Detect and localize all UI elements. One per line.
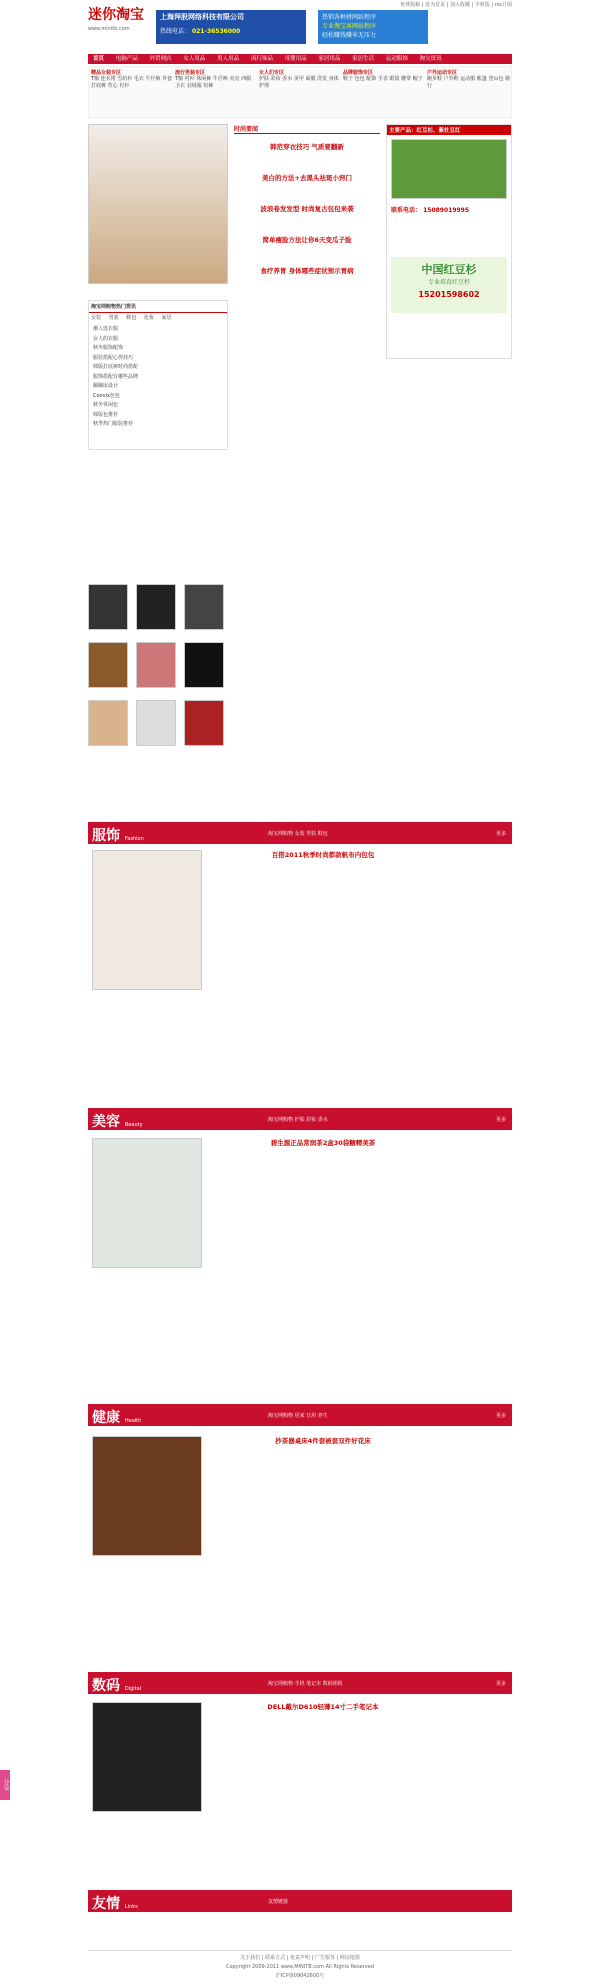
subnav-link[interactable]: 牛仔裤 xyxy=(212,76,228,82)
subnav-group xyxy=(343,69,425,83)
subnav-link[interactable]: 户外鞋 xyxy=(443,76,459,82)
company-banner[interactable] xyxy=(156,10,306,44)
subnav-link[interactable]: 帽子 xyxy=(412,76,423,82)
subnav-grid xyxy=(88,66,512,118)
more-link[interactable]: 更多 xyxy=(495,1117,506,1123)
promo-brand-sub: 专业培育红豆杉 xyxy=(427,279,470,286)
list-item[interactable]: 韩版打底裤时尚搭配 xyxy=(93,364,139,370)
promo-phone: 15089019995 xyxy=(423,207,470,214)
list-item[interactable]: 蹦蹦床设计 xyxy=(93,383,119,389)
footer-copyright: Copyright 2009-2011 www.MINITB.com All Rights Reserved xyxy=(225,1964,375,1970)
section-tabs[interactable]: 友情链接 xyxy=(268,1899,289,1905)
subnav-link[interactable]: 外套 xyxy=(162,76,173,82)
subnav-group xyxy=(175,69,257,90)
subnav-link[interactable]: 运动服 xyxy=(460,76,476,82)
subnav-link[interactable]: 连衣裙 xyxy=(100,76,116,82)
company-name: 上海拜股网络科技有限公司 xyxy=(160,13,244,21)
section-headline[interactable]: 碧生源正品常润茶2盒30袋糖精美茶 xyxy=(270,1139,376,1147)
subnav-group-title[interactable]: 流行男装专区 xyxy=(175,70,206,76)
section-tabs[interactable]: 淘宝网购物 居家 日用 养生 xyxy=(268,1413,328,1419)
product-grid xyxy=(88,584,228,814)
news-headline[interactable]: 食疗养胃 身体哪些症状预示胃病 xyxy=(260,267,354,275)
nav-item-women[interactable]: 女人用品 xyxy=(183,56,206,62)
product-thumb[interactable] xyxy=(88,584,128,630)
section-logo: 数码 xyxy=(92,1678,120,1694)
list-item[interactable]: Coovix包包 xyxy=(93,392,120,399)
subnav-link[interactable]: 香水 xyxy=(282,76,293,82)
section-headline[interactable]: 抄茶器桌床4件套被套双件好花床 xyxy=(275,1437,371,1445)
news-headline[interactable]: 美白的方法+去黑头祛斑小窍门 xyxy=(262,174,352,182)
nav-item-living[interactable]: 家居生活 xyxy=(352,56,375,62)
subnav-link[interactable]: 背心 xyxy=(107,83,118,89)
header xyxy=(88,0,512,46)
subnav-link[interactable]: 护肤 xyxy=(259,76,270,82)
promo-box[interactable] xyxy=(386,124,512,359)
subnav-link[interactable]: 衬衫 xyxy=(184,76,195,82)
subnav-link[interactable]: 眼镜 xyxy=(389,76,400,82)
main-nav xyxy=(88,54,512,64)
nav-item-jewelry[interactable]: 流行饰品 xyxy=(250,56,273,62)
subnav-link[interactable]: 美甲 xyxy=(293,76,304,82)
footer-link[interactable]: 广告服务 xyxy=(314,1955,335,1961)
nav-item-home[interactable]: 首页 xyxy=(93,56,105,62)
footer-link[interactable]: 联系方式 xyxy=(265,1955,286,1961)
product-thumb[interactable] xyxy=(88,700,128,746)
subnav-group xyxy=(427,69,511,90)
footer-link[interactable]: 网站地图 xyxy=(339,1955,360,1961)
hot-news-box xyxy=(88,300,228,450)
subnav-link[interactable]: 卫衣 xyxy=(175,83,186,89)
subnav-link[interactable]: 打底裤 xyxy=(91,83,107,89)
footer-icp: 沪ICP备09042600号 xyxy=(275,1973,325,1979)
section-logo: 美容 xyxy=(92,1114,120,1130)
section-tabs[interactable]: 淘宝网购物 女装 男装 鞋包 xyxy=(268,831,328,837)
top-link-rss[interactable]: rss订阅 xyxy=(494,2,512,8)
subnav-link[interactable]: 帐篷 xyxy=(476,76,487,82)
subnav-link[interactable]: 骑行 xyxy=(427,76,511,89)
tab-women[interactable]: 女装 xyxy=(91,315,102,321)
subnav-link[interactable]: 配饰 xyxy=(366,76,377,82)
share-button[interactable]: 分享 xyxy=(0,1770,10,1800)
subnav-link[interactable]: 包包 xyxy=(354,76,365,82)
top-link-homepage[interactable]: 设为首页 xyxy=(425,2,446,8)
promo-title: 主要产品：红豆杉、紫杜豆红 xyxy=(387,125,511,135)
nav-item-foreign[interactable]: 外贸网店 xyxy=(149,56,172,62)
subnav-link[interactable]: 短裤 xyxy=(203,83,214,89)
product-thumb[interactable] xyxy=(184,700,224,746)
subnav-group-title[interactable]: 女人们专区 xyxy=(259,70,285,76)
subnav-group-title[interactable]: 户外运动专区 xyxy=(427,70,458,76)
news-headline[interactable]: 韩范穿衣技巧 气质要翻新 xyxy=(270,143,344,151)
product-thumb[interactable] xyxy=(184,642,224,688)
header-ad[interactable] xyxy=(318,10,428,44)
header-ad-line-2: 专业淘宝客网站程序 xyxy=(322,23,377,30)
section-banner-links xyxy=(88,1890,512,1912)
nav-item-baby[interactable]: 母婴用品 xyxy=(284,56,307,62)
top-link-mobile[interactable]: 手机版 xyxy=(474,2,490,8)
product-thumb[interactable] xyxy=(88,642,128,688)
subnav-link[interactable]: 彩妆 xyxy=(270,76,281,82)
list-item[interactable]: 女人的衣服 xyxy=(93,335,119,342)
section-banner-health xyxy=(88,1404,512,1426)
section-image[interactable] xyxy=(92,850,202,990)
hotline-number: 021-36536000 xyxy=(191,28,241,35)
nav-item-home-goods[interactable]: 家居用品 xyxy=(318,56,341,62)
subnav-link[interactable]: 休闲裤 xyxy=(196,76,212,82)
section-banner-digital xyxy=(88,1672,512,1694)
list-item[interactable]: 服装搭配心得技巧 xyxy=(93,354,134,361)
more-link[interactable]: 更多 xyxy=(495,1681,506,1687)
list-item[interactable]: 秋冬休闲包 xyxy=(93,402,119,408)
top-link-favorite[interactable]: 加入收藏 xyxy=(449,2,470,8)
footer-link[interactable]: 免责声明 xyxy=(289,1955,310,1961)
top-links: 免费投稿 | 设为首页 | 加入收藏 | 手机版 | rss订阅 xyxy=(400,2,512,8)
section-logo-en: Digital xyxy=(124,1686,142,1692)
section-logo: 健康 xyxy=(92,1410,120,1426)
subnav-link[interactable]: 雪纺衫 xyxy=(117,76,133,82)
section-logo: 服饰 xyxy=(92,828,120,844)
subnav-link[interactable]: 洗发 xyxy=(317,76,328,82)
nav-item-computer[interactable]: 电脑产品 xyxy=(115,56,138,62)
list-item[interactable]: 潮人选衣服 xyxy=(93,326,119,332)
logo-domain: www.minitb.com xyxy=(88,26,130,32)
tab-home[interactable]: 家居 xyxy=(161,315,172,321)
section-tabs[interactable]: 淘宝网购物 手机 笔记本 数码相机 xyxy=(268,1681,343,1687)
section-banner-fashion xyxy=(88,822,512,844)
subnav-group-title[interactable]: 品牌服饰专区 xyxy=(343,70,374,76)
subnav-link[interactable]: 身体护理 xyxy=(259,76,339,89)
subnav-link[interactable]: 面膜 xyxy=(305,76,316,82)
news-headline[interactable]: 简单瘦脸方法让你6天变瓜子脸 xyxy=(262,236,352,244)
logo[interactable] xyxy=(88,4,154,42)
more-link[interactable]: 更多 xyxy=(495,831,506,837)
section-logo-en: Health xyxy=(124,1418,142,1424)
subnav-group xyxy=(91,69,173,90)
subnav-link[interactable]: 牛仔裤 xyxy=(145,76,161,82)
subnav-link[interactable]: 毛衣 xyxy=(133,76,144,82)
promo-image xyxy=(391,139,507,199)
footer-link[interactable]: 关于我们 xyxy=(240,1955,261,1961)
tab-makeup[interactable]: 化妆 xyxy=(143,315,154,321)
section-headline[interactable]: 百搭2011秋季时尚都款帆布内包包 xyxy=(271,851,375,859)
promo-phone-2: 15201598602 xyxy=(418,290,480,299)
product-thumb[interactable] xyxy=(136,700,176,746)
more-link[interactable]: 更多 xyxy=(495,1413,506,1419)
hotline-label: 热线电话： xyxy=(160,28,191,35)
section-headline[interactable]: DELL戴尔D610轻薄14寸二手笔记本 xyxy=(267,1703,379,1711)
hot-news-title: 淘宝网购物热门资讯 xyxy=(89,301,227,313)
list-item[interactable]: 服饰搭配有哪些品牌 xyxy=(93,373,139,380)
header-ad-line-1: 热销各种拼网站程序 xyxy=(322,14,377,21)
product-thumb[interactable] xyxy=(184,584,224,630)
news-headline[interactable]: 波浪卷发发型 时尚复古包包来袭 xyxy=(260,205,354,213)
section-logo-en: Links xyxy=(124,1904,138,1910)
nav-item-men[interactable]: 男人用品 xyxy=(217,56,240,62)
promo-banner xyxy=(391,257,507,313)
subnav-link[interactable]: 夹克 xyxy=(229,76,240,82)
nav-item-news[interactable]: 淘宝资讯 xyxy=(419,56,442,62)
tab-bags[interactable]: 鞋包 xyxy=(126,315,137,321)
section-image[interactable] xyxy=(92,1702,202,1812)
promo-phone-label: 联系电话： xyxy=(391,207,422,214)
subnav-link[interactable]: 衬衫 xyxy=(119,83,130,89)
subnav-link[interactable]: 西服 xyxy=(241,76,252,82)
product-thumb[interactable] xyxy=(136,584,176,630)
subnav-link[interactable]: 跑步鞋 xyxy=(427,76,443,82)
promo-brand: 中国红豆杉 xyxy=(421,263,477,276)
subnav-link[interactable]: 腰带 xyxy=(401,76,412,82)
subnav-link[interactable]: 鞋子 xyxy=(343,76,354,82)
tab-men[interactable]: 男装 xyxy=(108,315,119,321)
list-item[interactable]: 秋冬服饰配饰 xyxy=(93,345,124,351)
subnav-link[interactable]: 羽绒服 xyxy=(186,83,202,89)
nav-item-sports[interactable]: 运动服饰 xyxy=(385,56,408,62)
section-image[interactable] xyxy=(92,1436,202,1556)
section-logo: 友情 xyxy=(92,1896,120,1912)
section-logo-en: Beauty xyxy=(124,1122,143,1128)
subnav-link[interactable]: 登山包 xyxy=(488,76,504,82)
section-banner-beauty xyxy=(88,1108,512,1130)
news-title: 时尚要闻 xyxy=(234,124,380,134)
product-thumb[interactable] xyxy=(136,642,176,688)
subnav-link[interactable]: T恤 xyxy=(91,76,100,82)
section-logo-en: Fashion xyxy=(124,836,144,842)
list-item[interactable]: 韩版包推荐 xyxy=(93,411,119,418)
top-link-submit[interactable]: 免费投稿 xyxy=(400,2,421,8)
list-item[interactable]: 秋季热门服装推荐 xyxy=(93,421,134,427)
subnav-group-title[interactable]: 精品女装专区 xyxy=(91,70,122,76)
section-image[interactable] xyxy=(92,1138,202,1268)
section-tabs[interactable]: 淘宝网购物 护肤 彩妆 香水 xyxy=(268,1117,328,1123)
header-ad-line-3: 轻松赚钱赚米无压力 xyxy=(322,32,377,39)
hero-image[interactable] xyxy=(88,124,228,284)
subnav-link[interactable]: 手表 xyxy=(377,76,388,82)
subnav-group xyxy=(259,69,341,90)
news-box xyxy=(234,124,380,294)
subnav-link[interactable]: T恤 xyxy=(175,76,184,82)
footer: 关于我们 | 联系方式 | 免责声明 | 广告服务 | 网站地图 Copyright 2009-2011 www.MINITB.com All Rights Reserved 沪ICP备09042600号 xyxy=(88,1950,512,1986)
logo-text: 迷你淘宝 xyxy=(88,7,144,23)
